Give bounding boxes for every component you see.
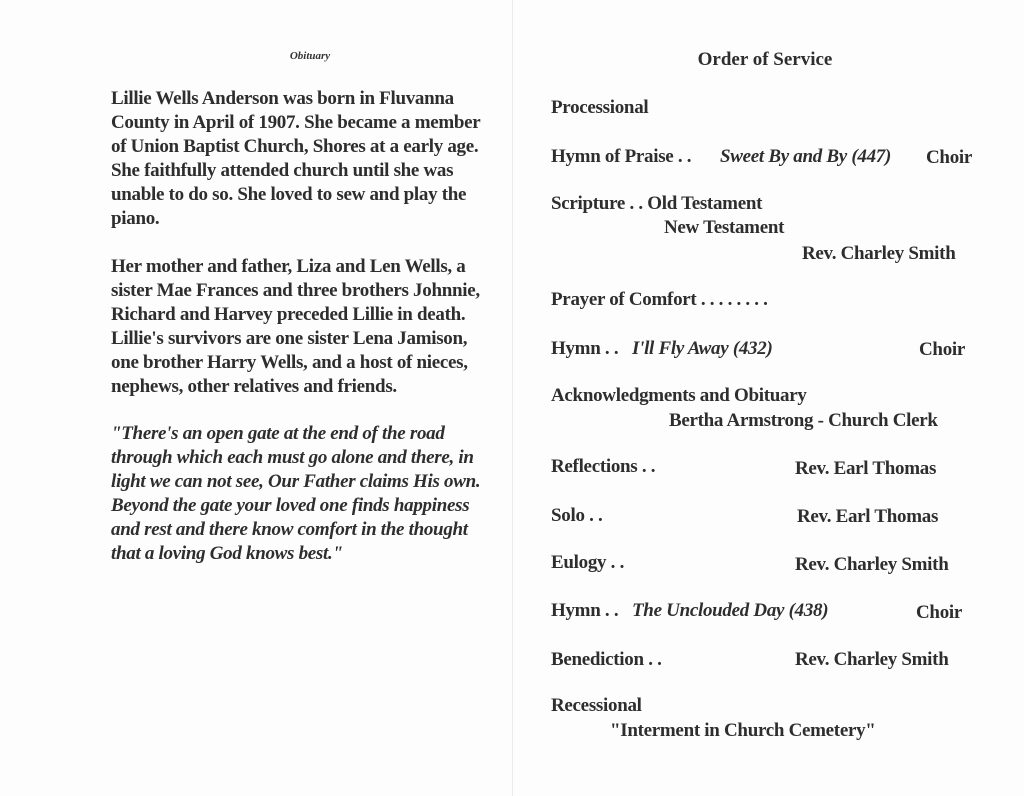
text-line: unable to do so. She loved to sew and play the <box>111 184 467 205</box>
solo-performer: Rev. Earl Thomas <box>797 506 939 527</box>
text-line: sister Mae Frances and three brothers Johnnie, <box>111 280 480 301</box>
reflections-speaker: Rev. Earl Thomas <box>795 458 937 479</box>
text-line: Richard and Harvey preceded Lillie in death. <box>111 304 466 325</box>
solo-label: Solo . . <box>551 505 603 526</box>
text-line: piano. <box>111 208 160 229</box>
text-line: Lillie Wells Anderson was born in Fluvanna <box>111 88 454 109</box>
obituary-poem <box>111 422 536 566</box>
prayer-of-comfort-label: Prayer of Comfort . . . . . . . . <box>551 289 768 310</box>
scripture-new-testament: New Testament <box>664 217 785 238</box>
text-line: County in April of 1907. She became a member <box>111 112 481 133</box>
poem-line: and rest and there know comfort in the thought <box>111 519 468 540</box>
poem-line: through which each must go alone and there, in <box>111 447 474 468</box>
text-line: Her mother and father, Liza and Len Wells, a <box>111 256 466 277</box>
hymn-2-label: Hymn . . <box>551 600 619 621</box>
hymn-1-label: Hymn . . <box>551 338 619 359</box>
hymn-of-praise-label: Hymn of Praise . . <box>551 146 692 167</box>
text-line: of Union Baptist Church, Shores at a early age. <box>111 136 479 157</box>
recessional-label: Recessional <box>551 695 642 716</box>
scripture-reader: Rev. Charley Smith <box>802 243 956 264</box>
order-of-service-title: Order of Service <box>697 49 833 70</box>
processional-label: Processional <box>551 97 649 118</box>
poem-line: that a loving God knows best." <box>111 543 343 564</box>
hymn-of-praise-performer: Choir <box>926 147 973 168</box>
eulogy-label: Eulogy . . <box>551 552 625 573</box>
acknowledgments-reader: Bertha Armstrong - Church Clerk <box>669 410 938 431</box>
obituary-paragraph-1 <box>111 87 536 231</box>
eulogy-speaker: Rev. Charley Smith <box>795 554 949 575</box>
hymn-of-praise-song: Sweet By and By (447) <box>720 146 892 167</box>
obituary-heading: Obituary <box>289 50 331 62</box>
acknowledgments-label: Acknowledgments and Obituary <box>551 385 807 406</box>
poem-line: Beyond the gate your loved one finds happiness <box>111 495 470 516</box>
hymn-1-performer: Choir <box>919 339 966 360</box>
text-line: Lillie's survivors are one sister Lena Jamison, <box>111 328 468 349</box>
hymn-1-song: I'll Fly Away (432) <box>632 338 773 359</box>
benediction-label: Benediction . . <box>551 649 662 670</box>
poem-line: light we can not see, Our Father claims His own. <box>111 471 481 492</box>
text-line: She faithfully attended church until she was <box>111 160 454 181</box>
text-line: nephews, other relatives and friends. <box>111 376 397 397</box>
poem-line: "There's an open gate at the end of the road <box>111 423 445 444</box>
hymn-2-performer: Choir <box>916 602 963 623</box>
obituary-paragraph-2 <box>111 255 536 399</box>
recessional-note: "Interment in Church Cemetery" <box>610 720 876 741</box>
hymn-2-song: The Unclouded Day (438) <box>632 600 829 621</box>
scripture-label: Scripture . . Old Testament <box>551 193 763 214</box>
text-line: one brother Harry Wells, and a host of nieces, <box>111 352 468 373</box>
benediction-speaker: Rev. Charley Smith <box>795 649 949 670</box>
reflections-label: Reflections . . <box>551 456 656 477</box>
